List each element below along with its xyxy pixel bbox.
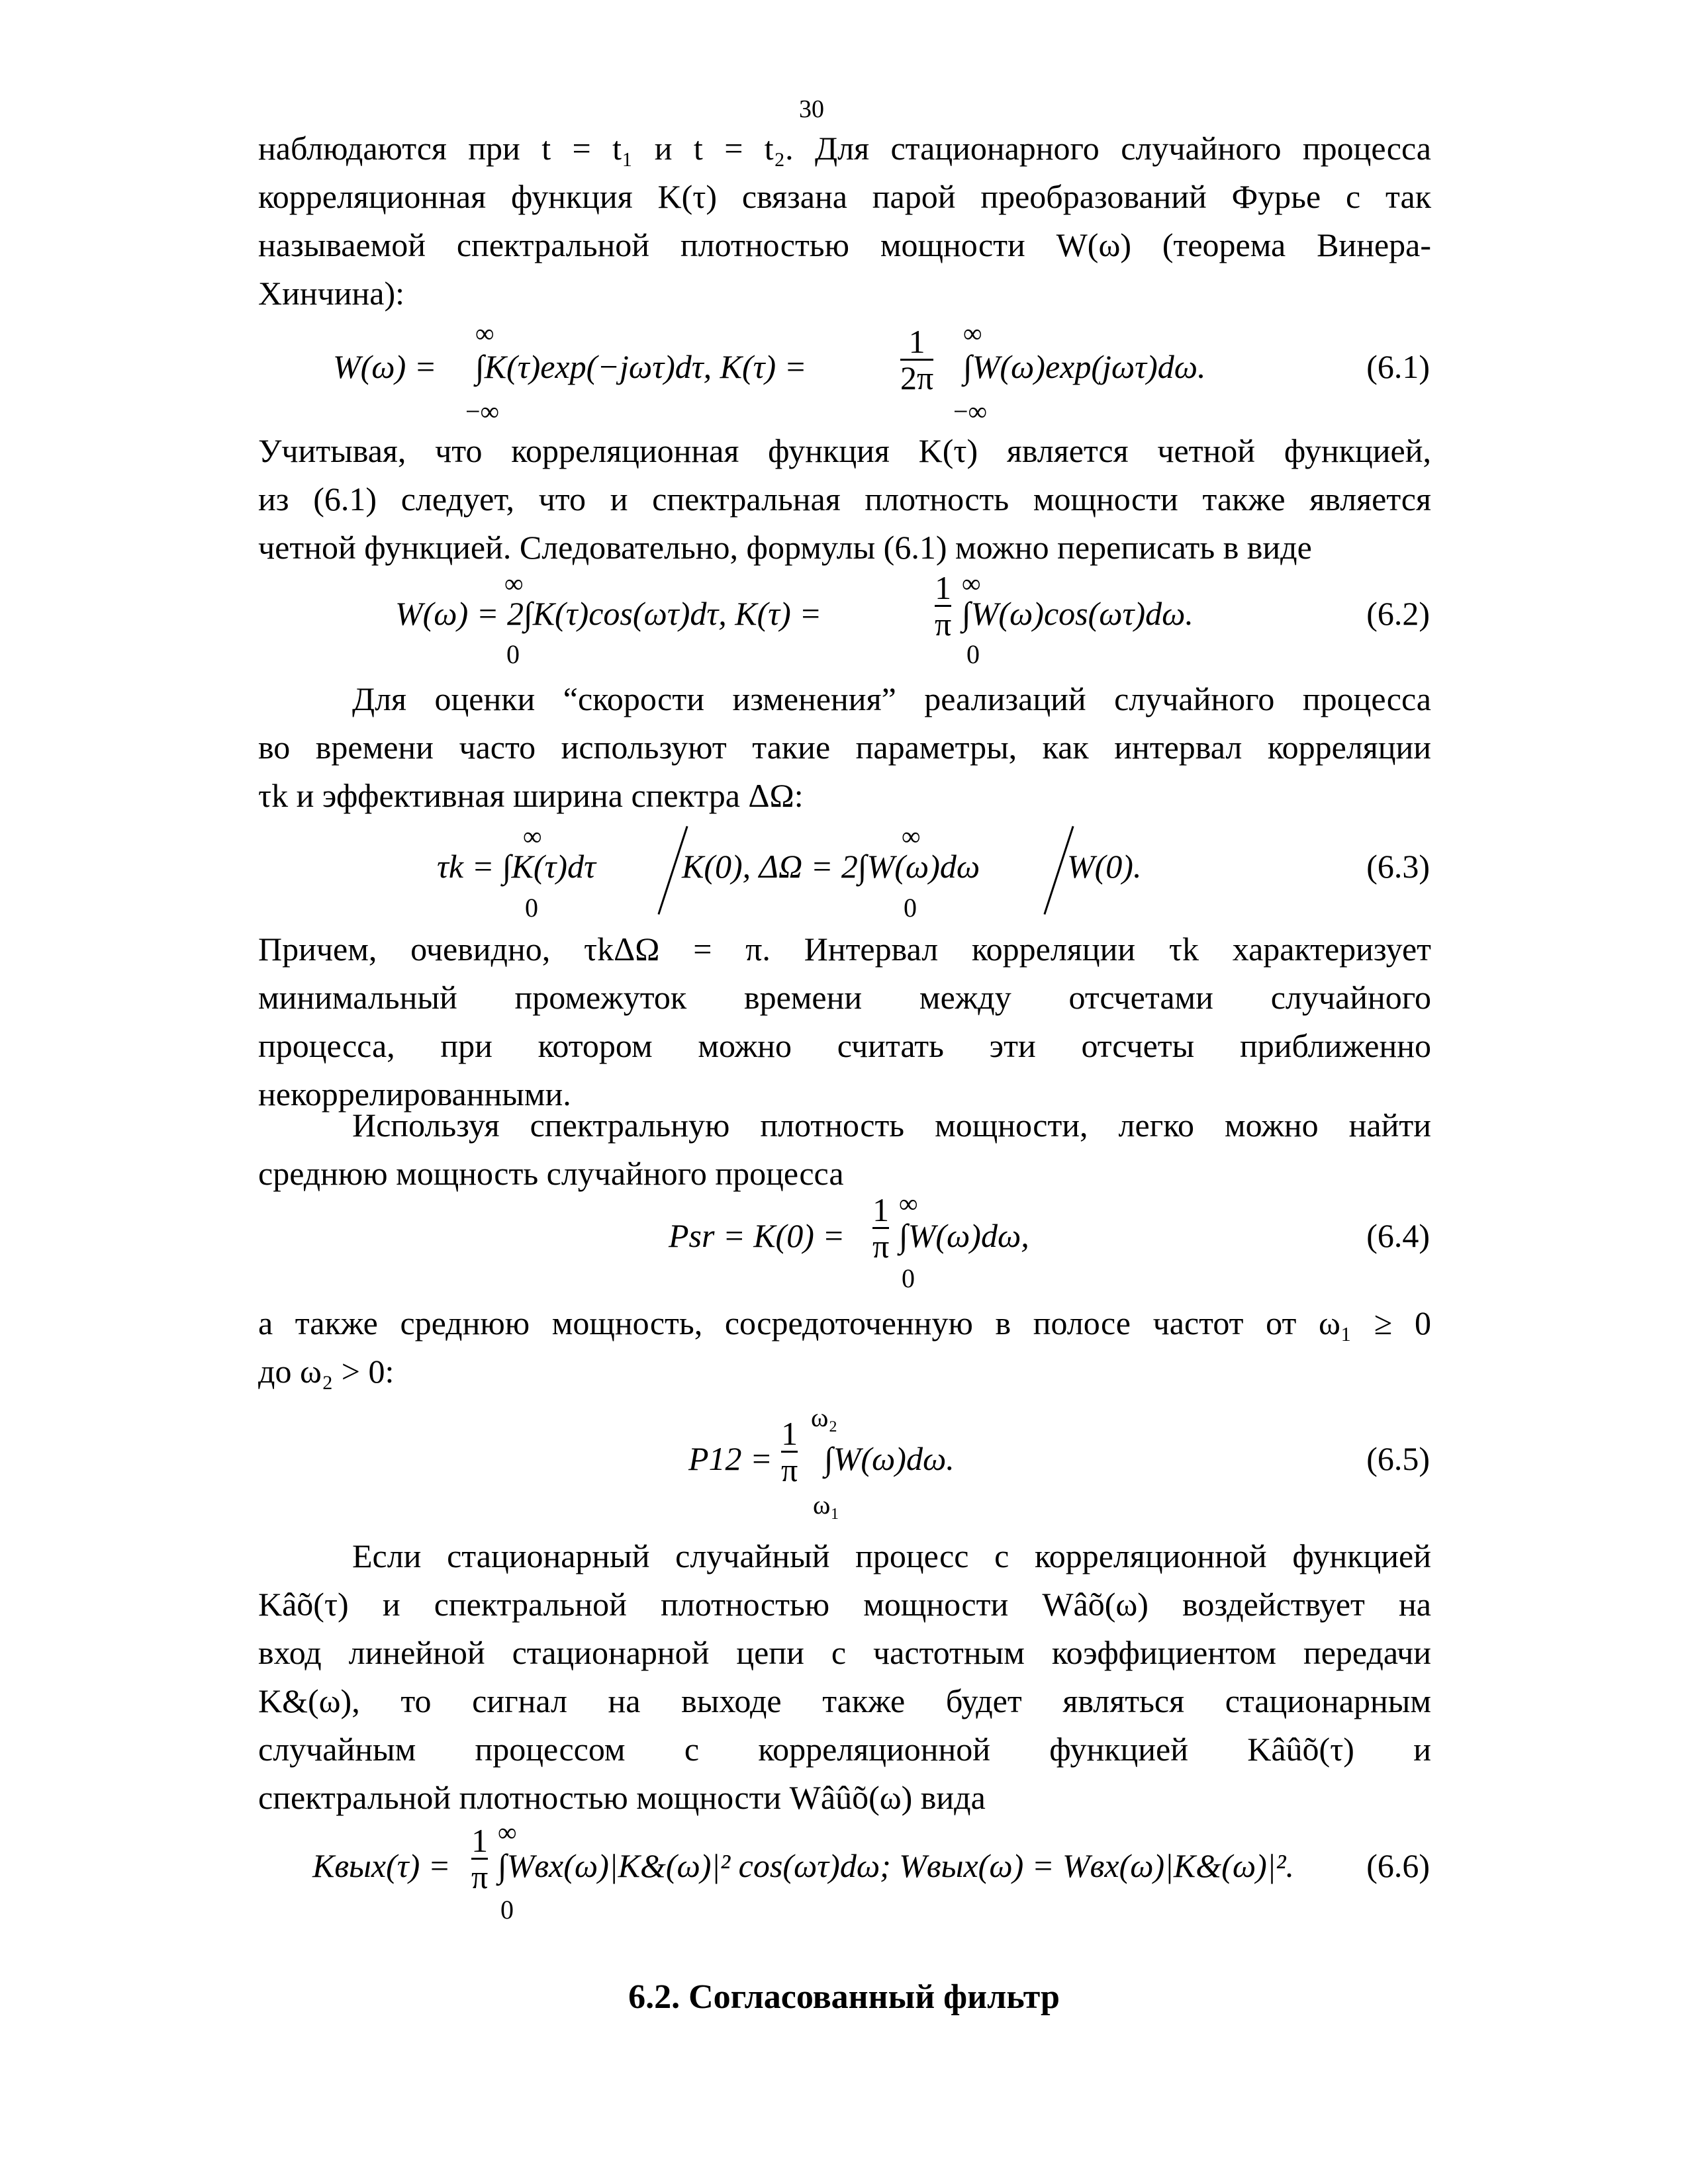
- eq-part: K(0), ΔΩ = 2∫W(ω)dω: [682, 848, 980, 885]
- text-line: некоррелированными.: [258, 1075, 571, 1113]
- fraction-denominator: π: [872, 1228, 890, 1265]
- text-line: спектральной плотностью мощности Wâûõ(ω) вида: [258, 1779, 986, 1816]
- fraction-numerator: 1: [935, 569, 952, 606]
- integral-upper-limit: ∞: [504, 569, 524, 598]
- paragraph-interval-meaning: [258, 925, 1431, 1118]
- eq-part: τk = ∫K(τ)dτ: [437, 848, 596, 885]
- equation-number: (6.6): [1366, 1847, 1430, 1884]
- text-line: вход линейной стационарной цепи с частотным коэффициентом передачи: [258, 1634, 1431, 1671]
- integral-lower-limit: 0: [902, 1263, 915, 1293]
- equation-number: (6.1): [1366, 348, 1430, 385]
- text-line: Если стационарный случайный процесс с корреляционной функцией: [352, 1537, 1431, 1574]
- text-line: корреляционная функция K(τ) связана парой преобразований Фурье с так: [258, 178, 1431, 215]
- eq-part: ∫K(τ)exp(−jωτ)dτ, K(τ) =: [475, 348, 807, 385]
- text-line: Причем, очевидно, τkΔΩ = π. Интервал корреляции τk характеризует: [258, 931, 1431, 968]
- equation-number: (6.4): [1366, 1217, 1430, 1254]
- text-line: процесса, при котором можно считать эти отсчеты приближенно: [258, 1027, 1431, 1064]
- section-heading: 6.2. Согласованный фильтр: [628, 1978, 1060, 2016]
- paragraph-mean-power: [258, 1101, 1431, 1198]
- eq-part: ∫W(ω)cos(ωτ)dω.: [962, 595, 1194, 632]
- integral-upper-limit: ∞: [962, 569, 981, 598]
- fraction-denominator: π: [935, 606, 952, 643]
- eq-part: P12 =: [688, 1440, 773, 1477]
- text-line: во времени часто используют такие параметры, как интервал корреляции: [258, 729, 1431, 766]
- integral-lower-limit: −∞: [465, 396, 500, 426]
- page-number: 30: [799, 95, 824, 123]
- eq-part: W(ω) = 2∫K(τ)cos(ωτ)dτ, K(τ) =: [395, 595, 822, 632]
- text-line: Учитывая, что корреляционная функция K(τ) является четной функцией,: [258, 432, 1431, 469]
- fraction-numerator: 1: [872, 1191, 890, 1228]
- integral-lower-limit: −∞: [953, 396, 988, 426]
- fraction-denominator: 2π: [900, 359, 934, 396]
- eq-part: ∫W(ω)dω,: [899, 1217, 1029, 1254]
- fraction-denominator: π: [781, 1451, 798, 1488]
- text-line: до ω₂ > 0:: [258, 1353, 395, 1390]
- text-line: четной функцией. Следовательно, формулы (6.1) можно переписать в виде: [258, 529, 1312, 566]
- fraction-denominator: π: [471, 1858, 489, 1895]
- integral-lower-limit: 0: [500, 1895, 514, 1925]
- eq-part: Kвых(τ) =: [312, 1847, 451, 1884]
- integral-upper-limit: ω₂: [811, 1402, 838, 1432]
- paragraph-even-function: [258, 427, 1431, 572]
- fraction: [471, 1823, 488, 1894]
- eq-part: ∫W(ω)dω.: [824, 1440, 955, 1477]
- eq-part: Psr = K(0) =: [669, 1217, 845, 1254]
- integral-lower-limit: 0: [904, 893, 917, 923]
- fraction: [872, 1193, 889, 1263]
- integral-upper-limit: ∞: [523, 821, 542, 851]
- fraction-numerator: 1: [781, 1415, 798, 1452]
- paragraph-correlation-interval: [258, 675, 1431, 820]
- text-line: среднюю мощность случайного процесса: [258, 1155, 844, 1192]
- text-line: Kâõ(τ) и спектральной плотностью мощности Wâõ(ω) воздействует на: [258, 1586, 1431, 1623]
- text-line: из (6.1) следует, что и спектральная плотность мощности также является: [258, 480, 1431, 518]
- eq-part: W(0).: [1067, 848, 1142, 885]
- text-line: случайным процессом с корреляционной функцией Kâûõ(τ) и: [258, 1731, 1431, 1768]
- integral-upper-limit: ∞: [902, 821, 921, 851]
- fraction: [781, 1416, 798, 1487]
- text-line: наблюдаются при t = t₁ и t = t₂. Для стационарного случайного процесса: [258, 130, 1431, 167]
- fraction: [900, 324, 933, 395]
- integral-upper-limit: ∞: [963, 318, 982, 348]
- text-line: называемой спектральной плотностью мощности W(ω) (теорема Винера-: [258, 226, 1431, 263]
- text-line: Хинчина):: [258, 275, 405, 312]
- eq-part: W(ω) =: [333, 348, 437, 385]
- integral-upper-limit: ∞: [475, 318, 494, 348]
- integral-lower-limit: ω₁: [813, 1490, 840, 1520]
- text-line: а также среднюю мощность, сосредоточенную в полосе частот от ω₁ ≥ 0: [258, 1304, 1431, 1342]
- eq-part: ∫W(ω)exp(jωτ)dω.: [963, 348, 1206, 385]
- paragraph-intro: [258, 124, 1431, 318]
- equation-number: (6.2): [1366, 595, 1430, 632]
- paragraph-band-power: [258, 1299, 1431, 1396]
- paragraph-linear-circuit: [258, 1532, 1431, 1822]
- integral-lower-limit: 0: [506, 639, 520, 669]
- equation-number: (6.3): [1366, 848, 1430, 885]
- integral-lower-limit: 0: [525, 893, 538, 923]
- integral-upper-limit: ∞: [498, 1817, 517, 1847]
- fraction: [935, 570, 951, 641]
- fraction-numerator: 1: [471, 1822, 489, 1859]
- equation-number: (6.5): [1366, 1440, 1430, 1477]
- integral-lower-limit: 0: [966, 639, 980, 669]
- text-line: Используя спектральную плотность мощности, легко можно найти: [352, 1107, 1431, 1144]
- text-line: τk и эффективная ширина спектра ΔΩ:: [258, 777, 804, 814]
- fraction-numerator: 1: [900, 324, 933, 361]
- integral-upper-limit: ∞: [899, 1189, 918, 1218]
- eq-part: ∫Wвх(ω)|K&(ω)|² cos(ωτ)dω; Wвых(ω) = Wвх(ω)|K&(ω)|².: [498, 1847, 1295, 1884]
- text-line: K&(ω), то сигнал на выходе также будет являться стационарным: [258, 1682, 1431, 1719]
- text-line: минимальный промежуток времени между отсчетами случайного: [258, 979, 1431, 1016]
- text-line: Для оценки “скорости изменения” реализаций случайного процесса: [352, 680, 1431, 717]
